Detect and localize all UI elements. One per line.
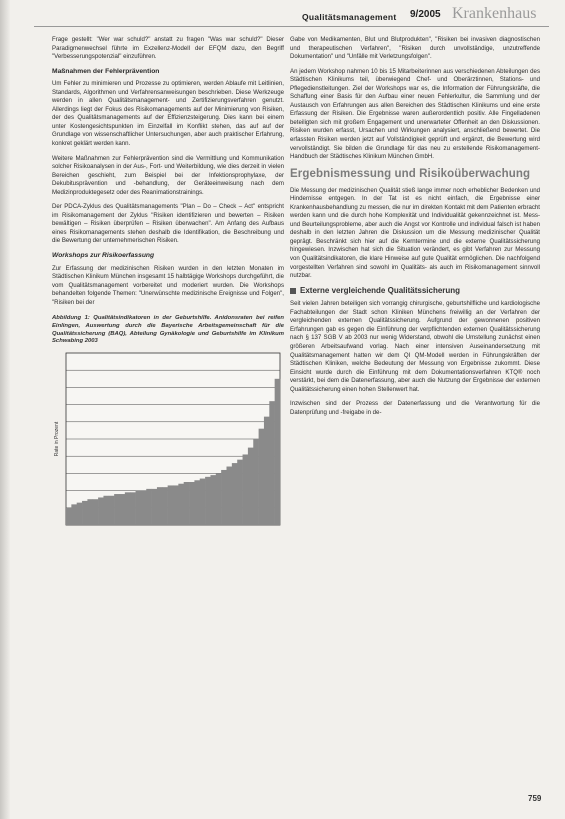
chart-area-bar — [269, 401, 275, 525]
subheading-fehlerpraevention: Maßnahmen der Fehlerprävention — [52, 67, 160, 75]
chart-area-bar — [227, 466, 233, 524]
paragraph: Zur Erfassung der medizinischen Risiken wurden in den letzten Monaten im Städtischen Klinikum München insgesamt 15 halbtägige Workshops durchgeführt, die vom Qualitätsmanagement vorbereitet und moderiert wurden. Die Workshops behandelten folgende Themen: "Unerwünschte medizinische Ereignisse und Folgen", "Risiken bei der — [52, 264, 284, 306]
chart-area-bar — [103, 495, 109, 524]
chart-area-bar — [253, 439, 259, 525]
chart-area-bar — [221, 470, 227, 525]
paragraph: Die Messung der medizinischen Qualität stieß lange immer noch erheblicher Bedenken und Hindernisse entgegen. In der Tat ist es nicht einfach, die Ergebnisse einer Krankenhausbehandlung zu messen, die nur im direkten Kontakt mit dem Patienten erbracht werden kann und die durch hohe Komplexität und Individualität gekennzeichnet ist. Mess- und Beurteilungsprobleme, aber auch die Angst vor Kontrolle und individual falsch ist haben deshalb in den letzten Jahren die Diskussion um die Messung medizinischer Qualität geprägt. Beschränkt sich hier auf die Kerntermine und die externe Qualitätssicherung hingewiesen. Inzwischen hat sich die Situation verändert, es gibt Verfahren zur Messung von Qualitätsindikatoren, die klare Hinweise auf gute Qualität ermöglichen. Die nachfolgend vorgestellten Verfahren sind sowohl im Qualitäts- als auch im Risikomanagement sinnvoll nutzbar. — [290, 186, 540, 280]
chart-area-bar — [264, 416, 270, 524]
paragraph: Weitere Maßnahmen zur Fehlerprävention sind die Vermittlung und Kommunikation solcher Risikoanalysen in der Aus-, Fort- und Weiterbildung, wie dies derzeit in vielen Bereichen geschieht, zum Beispiel bei der Infektionsprophylaxe, der Dekubitusprävention und -behandlung, der Geräteeinweisung nach dem Medizinproduktegesetz oder des Reanimationstrainings. — [52, 154, 284, 196]
header-magazine-name: Krankenhaus — [452, 5, 537, 22]
chart-area-bar — [109, 495, 115, 524]
chart-area-bar — [237, 459, 243, 524]
chart-area-bar — [82, 501, 88, 525]
chart-area-bar — [98, 497, 104, 525]
figure-caption: Abbildung 1: Qualitätsindikatoren in der Geburtshilfe. Anidonsraten bei reifen Einlingen, Auswertung durch die Bayerische Arbeitsgemeinschaft für die Qualitätssicherung (BAQ), Abteilung Gynäkologie und Geburtshilfe im Klinikum Schwabing 2003 — [52, 315, 284, 345]
right-column — [290, 36, 540, 423]
chart-area-bar — [184, 482, 190, 525]
paragraph: Der PDCA-Zyklus des Qualitätsmanagements "Plan – Do – Check – Act" entspricht im Risikomanagement der Zyklus "Risiken identifizieren und bewerten – Risiken bewältigen – Risiken überprüfen – Risiken überwachen". Am Anfang des Aufbaus eines Risikomanagements stehen deshalb die Identifikation, die Beschreibung und die Bewertung der unternehmerischen Risiken. — [52, 203, 284, 245]
chart-area-bar — [200, 478, 206, 524]
chart-area-bar — [216, 473, 222, 525]
chart-area-bar — [210, 475, 216, 525]
chart-area-bar — [125, 492, 131, 525]
chart-area-bar — [173, 485, 179, 525]
chart-area-bar — [168, 485, 174, 525]
chart-area-bar — [141, 490, 147, 524]
chart-area-bar — [243, 454, 249, 525]
header-section-title: Qualitätsmanagement — [302, 12, 397, 22]
chart-area-bar — [205, 477, 211, 525]
subheading-workshops: Workshops zur Risikoerfassung — [52, 252, 155, 260]
header-issue-number: 9/2005 — [410, 9, 441, 20]
chart-area-bar — [130, 492, 136, 525]
bullet-square-icon — [290, 288, 296, 294]
chart-y-axis-label: Rate in Prozent — [54, 421, 60, 456]
chart-area-bar — [194, 480, 200, 525]
chart-area-bar — [93, 499, 99, 525]
chart-area-bar — [259, 428, 265, 524]
chart-area-bar — [178, 483, 184, 524]
chart-area-bar — [275, 378, 281, 524]
section-heading-text: Externe vergleichende Qualitätssicherung — [300, 285, 461, 295]
paragraph: An jedem Workshop nahmen 10 bis 15 Mitarbeiterinnen aus verschiedenen Abteilungen des Städtischen Klinikums teil, überwiegend Chef- und Oberärztinnen, Stations- und Pflegedienstleitungen. Ziel der Workshops war es, die Information der Führungskräfte, die Schaffung einer Basis für den Aufbau einer neuen Fehlerkultur, die Sammlung und der Austausch von Erfahrungen aus allen Bereichen des Städtischen Klinikums und eine erste Erfassung der Risiken. Die Ergebnisse waren außerordentlich positiv. Alle Fingelladenen beteiligten sich mit großem Engagement und unerwarteter Offenheit an den Diskussionen. Risiken wurden erfasst, Ursachen und Wirkungen analysiert, anschließend bewertet. Die erfassten Risiken werden jetzt auf Vollständigkeit geprüft und ergänzt, die Bewertung wird vervollständigt. Sie bilden die Grundlage für das neu zu erstellende Risikomanagement-Handbuch der Städtisches Klinikum München GmbH. — [290, 67, 540, 161]
chart-area-bar — [152, 489, 158, 525]
chart-area-bar — [77, 502, 83, 524]
section-heading-externe-qs — [290, 287, 540, 296]
chart-area-bar — [162, 487, 168, 525]
chart-area-bar — [87, 499, 93, 525]
chart-area-bar — [157, 487, 163, 525]
figure-chart — [52, 349, 284, 529]
paragraph: Seit vielen Jahren beteiligen sich vorrangig chirurgische, geburtshilfliche und kardiologische Fachabteilungen der Stadt schon Kliniken Münchens freiwillig an der Verfahren der vergleichenden externen Qualitätssicherung. Aufgrund der gewonnenen positiven Erfahrungen gab es gegen die Einführung der verpflichtenden externen Qualitätssicherung nach § 137 SGB V ab 2003 nur wenig Widerstand, obwohl die Umstellung zunächst einen größeren Arbeitsaufwand vorlag. Nach einer intensiven Auseinandersetzung mit Qualitätsmanagement hatten wir dem QI QM-Modell werden in Führungskräften der Städtischen Kliniken, welche Bedeutung der Messung von Ergebnisse zukommt. Diese Einsicht wurde durch die Einführung mit dem Dokumentationsverfahren KTQ® noch verstärkt, bei dem die Datenerfassung, aber auch die Nutzung der Ergebnisse der externen Qualitätssicherung einen hohen Stellenwert hat. — [290, 300, 540, 393]
left-column — [52, 36, 284, 529]
chart-area-bar — [66, 507, 72, 524]
paragraph: Um Fehler zu minimieren und Prozesse zu optimieren, werden Ablaufe mit Leitlinien, Standards, Algorithmen und Verfahrensanweisungen beschrieben. Diese Werkzeuge werden in allen Qualitätsmanagement- und Zertifizierungsverfahren genutzt. Allerdings liegt der Fokus des Risikomanagements auf der Minimierung von Risiken, der des Qualitätsmanagements auf der Effizienzsteigerung. Dies kann bei einem unter Kostengesichtspunkten im Einzelfall im Konflikt stehen, das auf auf der Grundlage von wissenschaftlicher Untersuchungen, aber auch praktischer Erfahrung, konkret geklärt werden kann. — [52, 80, 284, 148]
chart-area-bar — [114, 494, 120, 525]
chart-area-bar — [232, 463, 238, 525]
paragraph: Frage gestellt: "Wer war schuld?" anstatt zu fragen "Was war schuld?" Dieser Paradigmenwechsel führte im Exzellenz-Modell der EFQM dazu, den Begriff "Verbesserungspotenzial" einzuführen. — [52, 36, 284, 61]
page-spine-shadow — [0, 0, 10, 819]
page-header — [0, 0, 565, 30]
chart-area-bar — [120, 494, 126, 525]
chart-svg — [52, 349, 284, 529]
chart-area-bar — [71, 504, 77, 525]
chart-area-bar — [136, 490, 142, 524]
paragraph: Gabe von Medikamenten, Blut und Blutprodukten", "Risiken bei invasiven diagnostischen und therapeutischen Verfahren", "Risiken durch unvollständige, unzutreffende Dokumentation" und "Unfälle mit Verletzungsfolgen". — [290, 36, 540, 61]
chart-area-bar — [146, 489, 152, 525]
page-number: 759 — [528, 794, 542, 803]
section-heading-ergebnismessung: Ergebnismessung und Risikoüberwachung — [290, 167, 531, 180]
paragraph: Inzwischen sind der Prozess der Datenerfassung und die Verantwortung für die Datenprüfung und -freigabe in de- — [290, 400, 540, 416]
header-rule — [34, 26, 549, 27]
chart-area-bar — [189, 482, 195, 525]
chart-area-bar — [248, 447, 254, 524]
